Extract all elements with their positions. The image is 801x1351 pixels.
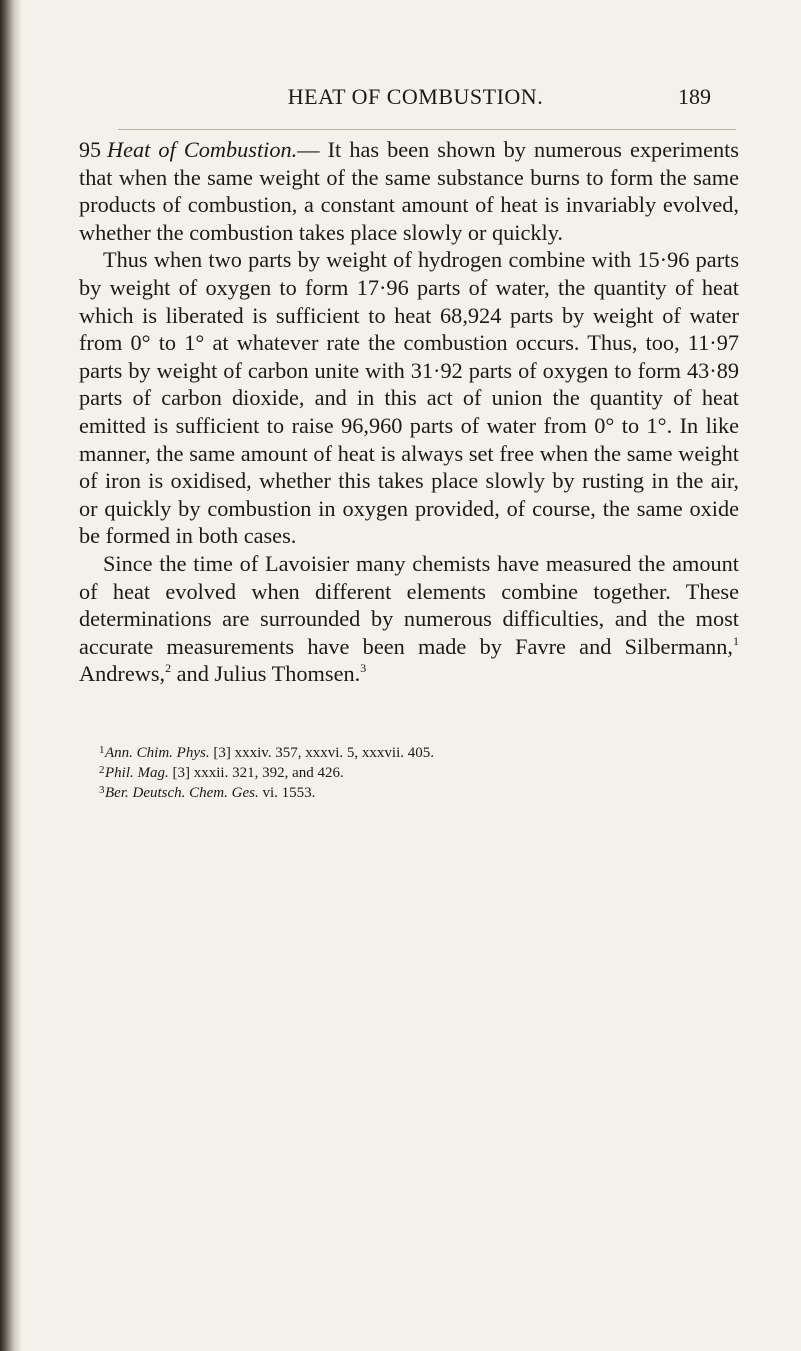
running-head [120,84,711,114]
page-number: 189 [678,84,711,109]
paragraph-1 [79,136,739,246]
footnote-mark: 2 [99,764,105,776]
paragraph-2: Thus when two parts by weight of hydrogen combine with 15·96 parts by weight of oxygen to form 17·96 parts of water, the quantity of heat which is liberated is sufficient to heat 68,924 parts by weight of water from 0° to 1° at whatever rate the combustion occurs. Thus, too, 11·97 parts by weight of carbon unite with 31·92 parts of oxygen to form 43·89 parts of carbon dioxide, and in this act of union the quantity of heat emitted is sufficient to raise 96,960 parts of water from 0° to 1°. In like manner, the same amount of heat is always set free when the same weight of iron is oxidised, whether this takes place slowly by rusting in the air, or quickly by combustion in oxygen provided, of course, the same oxide be formed in both cases. [79,247,739,549]
footnote-mark: 1 [99,744,105,756]
title-dash: — [297,137,320,162]
footnote-1 [79,743,739,763]
footnote-ref: vi. 1553. [258,785,316,801]
section-number: 95 [79,137,101,162]
footnote-ref-2: 2 [165,661,172,676]
footnote-source: Ann. Chim. Phys. [105,745,210,761]
paragraph-1-text: It has been shown by numerous experiments that when the same weight of the same substance burns to form the same products of combustion, a constant amount of heat is invariably evolved, whether the combustion takes place slowly or quickly. [79,137,739,245]
footnote-3 [79,783,739,803]
book-spine-shadow [0,0,22,1351]
footnote-source: Phil. Mag. [105,765,169,781]
paragraph-3-text-c: and Julius Thomsen. [171,661,361,687]
footnote-ref: [3] xxxiv. 357, xxxvi. 5, xxxvii. 405. [209,745,435,761]
header-rule [118,129,736,130]
footnote-source: Ber. Deutsch. Chem. Ges. [105,785,259,801]
footnote-ref: [3] xxxii. 321, 392, and 426. [168,765,344,781]
footnotes [79,743,739,803]
body-text [79,136,739,688]
section-title: Heat of Combustion. [107,137,298,162]
footnote-ref-1: 1 [733,633,739,648]
paragraph-3-text-a: Since the time of Lavoisier many chemists have measured the amount of heat evolved when different elements combine together. These determinations are surrounded by numerous difficulties, and the most accurate measurements have been made by Favre and Silbermann, [79,550,739,659]
paragraph-3 [79,550,739,688]
running-title: HEAT OF COMBUSTION. [287,84,544,109]
footnote-2 [79,763,739,783]
footnote-mark: 3 [99,784,105,796]
footnote-ref-3: 3 [360,661,367,676]
paragraph-3-text-b: Andrews, [79,661,166,687]
